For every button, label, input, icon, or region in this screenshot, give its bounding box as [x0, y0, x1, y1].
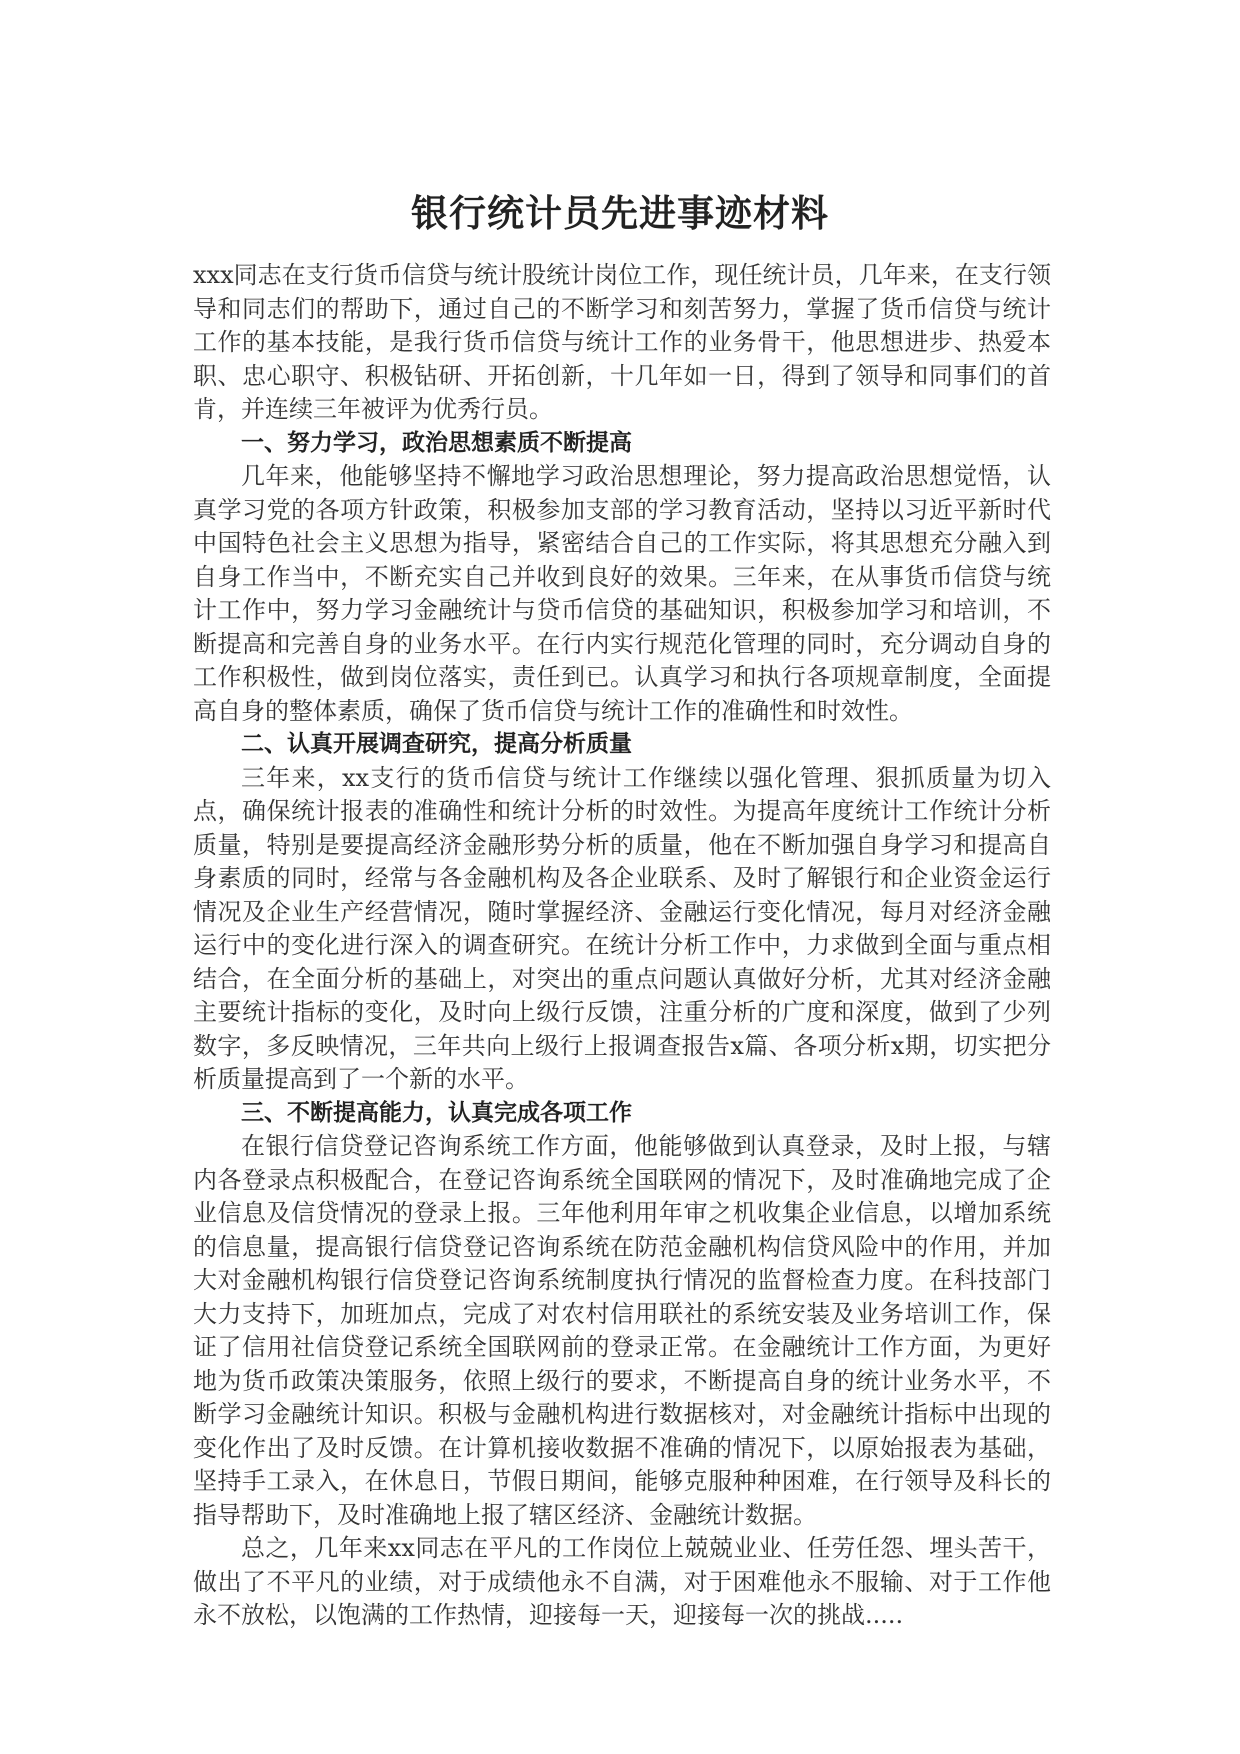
section-1-paragraph: 几年来，他能够坚持不懈地学习政治思想理论，努力提高政治思想觉悟，认真学习党的各项方针政策，积极参加支部的学习教育活动，坚持以习近平新时代中国特色社会主义思想为指导，紧密结合自己的工作实际，将其思想充分融入到自身工作当中，不断充实自己并收到良好的效果。三年来，在从事货币信贷与统计工作中，努力学习金融统计与贷币信贷的基础知识，积极参加学习和培训，不断提高和完善自身的业务水平。在行内实行规范化管理的同时，充分调动自身的工作积极性，做到岗位落实，责任到已。认真学习和执行各项规章制度，全面提高自身的整体素质，确保了货币信贷与统计工作的准确性和时效性。 — [193, 462, 1051, 725]
section-2-paragraph: 三年来，xx支行的货币信贷与统计工作继续以强化管理、狠抓质量为切入点，确保统计报表的准确性和统计分析的时效性。为提高年度统计工作统计分析质量，特别是要提高经济金融形势分析的质量，他在不断加强自身学习和提高自身素质的同时，经常与各金融机构及各企业联系、及时了解银行和企业资金运行情况及企业生产经营情况，随时掌握经济、金融运行变化情况，每月对经济金融运行中的变化进行深入的调查研究。在统计分析工作中，力求做到全面与重点相结合，在全面分析的基础上，对突出的重点问题认真做好分析，尤其对经济金融主要统计指标的变化，及时向上级行反馈，注重分析的广度和深度，做到了少列数字，多反映情况，三年共向上级行上报调查报告x篇、各项分析x期，切实把分析质量提高到了一个新的水平。 — [193, 763, 1051, 1093]
document-title: 银行统计员先进事迹材料 — [411, 192, 829, 235]
section-2-heading: 二、认真开展调查研究，提高分析质量 — [241, 731, 632, 757]
section-3-heading: 三、不断提高能力，认真完成各项工作 — [241, 1099, 632, 1126]
conclusion-paragraph: 总之，几年来xx同志在平凡的工作岗位上兢兢业业、任劳任怨、埋头苦干，做出了不平凡的业绩，对于成绩他永不自满，对于困难他永不服输、对于工作他永不放松，以饱满的工作热情，迎接每一天，迎接每一次的挑战..... — [193, 1534, 1051, 1629]
document-body — [193, 259, 1051, 1633]
section-3-paragraph: 在银行信贷登记咨询系统工作方面，他能够做到认真登录，及时上报，与辖内各登录点积极配合，在登记咨询系统全国联网的情况下，及时准确地完成了企业信息及信贷情况的登录上报。三年他利用年审之机收集企业信息，以增加系统的信息量，提高银行信贷登记咨询系统在防范金融机构信贷风险中的作用，并加大对金融机构银行信贷登记咨询系统制度执行情况的监督检查力度。在科技部门大力支持下，加班加点，完成了对农村信用联社的系统安装及业务培训工作，保证了信用社信贷登记系统全国联网前的登录正常。在金融统计工作方面，为更好地为货币政策决策服务，依照上级行的要求，不断提高自身的统计业务水平，不断学习金融统计知识。积极与金融机构进行数据核对，对金融统计指标中出现的变化作出了及时反馈。在计算机接收数据不准确的情况下，以原始报表为基础，坚持手工录入，在休息日，节假日期间，能够克服种种困难，在行领导及科长的指导帮助下，及时准确地上报了辖区经济、金融统计数据。 — [193, 1132, 1051, 1529]
section-1-heading: 一、努力学习，政治思想素质不断提高 — [241, 429, 632, 456]
intro-paragraph: xxx同志在支行货币信贷与统计股统计岗位工作，现任统计员，几年来，在支行领导和同志们的帮助下，通过自己的不断学习和刻苦努力，掌握了货币信贷与统计工作的基本技能，是我行货币信贷与统计工作的业务骨干，他思想进步、热爱本职、忠心职守、积极钻研、开拓创新，十几年如一日，得到了领导和同事们的首肯，并连续三年被评为优秀行员。 — [193, 261, 1051, 423]
